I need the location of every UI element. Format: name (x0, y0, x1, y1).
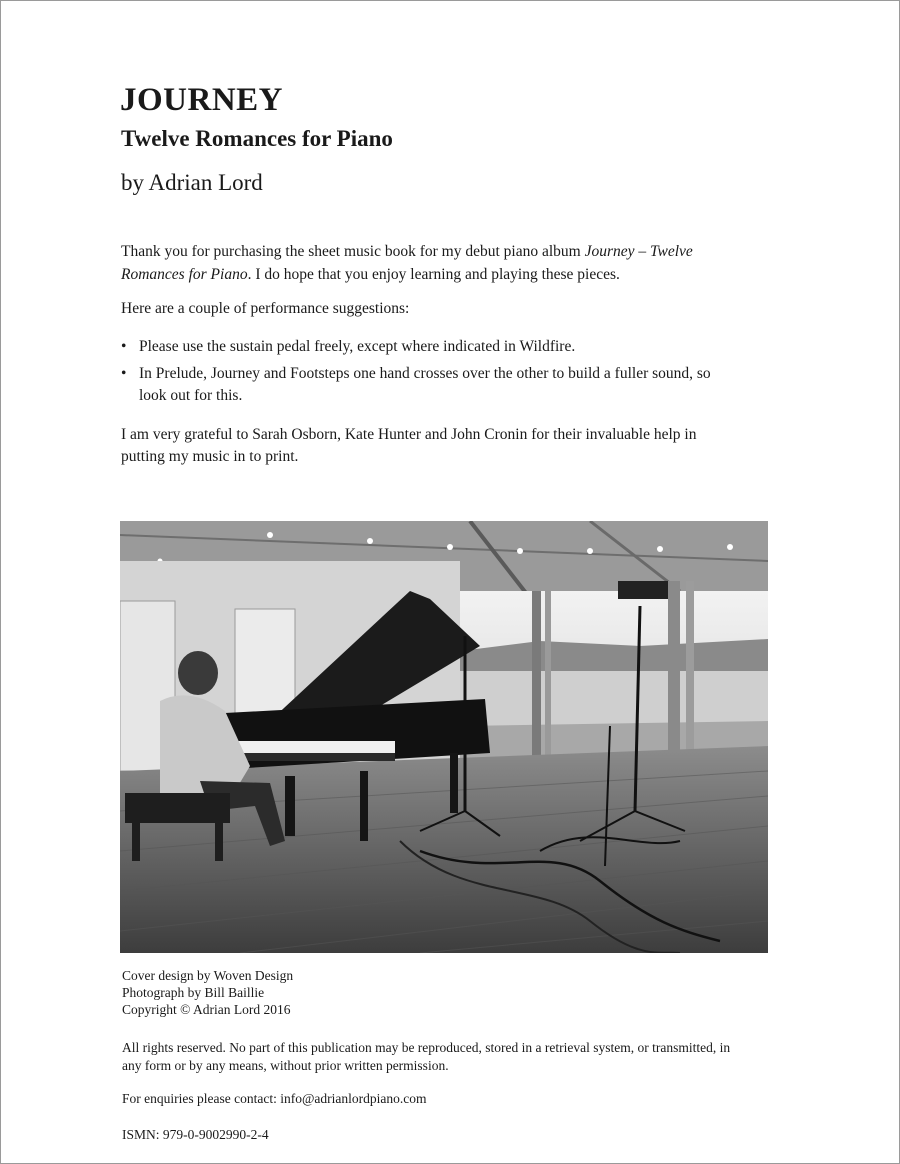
thanks-paragraph: I am very grateful to Sarah Osborn, Kate Hunter and John Cronin for their invaluable help in putting my music in to print. (121, 426, 697, 465)
list-item (121, 336, 741, 358)
rights-notice: All rights reserved. No part of this publication may be reproduced, stored in a retrieval system, or transmitted, in any form or by any means, without prior written permission. (122, 1040, 731, 1073)
suggestions-heading: Here are a couple of performance suggestions: (121, 300, 410, 317)
list-item (121, 363, 741, 407)
intro-paragraph (121, 240, 741, 286)
book-subtitle: Twelve Romances for Piano (121, 126, 393, 151)
bullet-icon: • (121, 338, 127, 355)
cover-credit: Cover design by Woven Design (122, 968, 294, 983)
book-title: JOURNEY (120, 82, 284, 118)
contact-line: For enquiries please contact: info@adrianlordpiano.com (122, 1091, 427, 1106)
suggestions-list (121, 336, 741, 412)
ismn-number: ISMN: 979-0-9002990-2-4 (122, 1127, 269, 1142)
list-item-text: Please use the sustain pedal freely, except where indicated in Wildfire. (139, 338, 576, 355)
credits-block (122, 967, 293, 1018)
intro-text-end: . I do hope that you enjoy learning and playing these pieces. (247, 266, 620, 283)
intro-text-start: Thank you for purchasing the sheet music book for my debut piano album (121, 243, 585, 260)
list-item-text: In Prelude, Journey and Footsteps one hand crosses over the other to build a fuller sound, so look out for this. (139, 365, 711, 404)
bullet-icon: • (121, 365, 127, 382)
author-byline: by Adrian Lord (121, 170, 263, 195)
album-title-italic: Journey – Twelve Romances for Piano (121, 243, 693, 283)
pianist-photograph (120, 521, 768, 953)
photo-credit: Photograph by Bill Baillie (122, 985, 265, 1000)
copyright-notice: Copyright © Adrian Lord 2016 (122, 1002, 291, 1017)
